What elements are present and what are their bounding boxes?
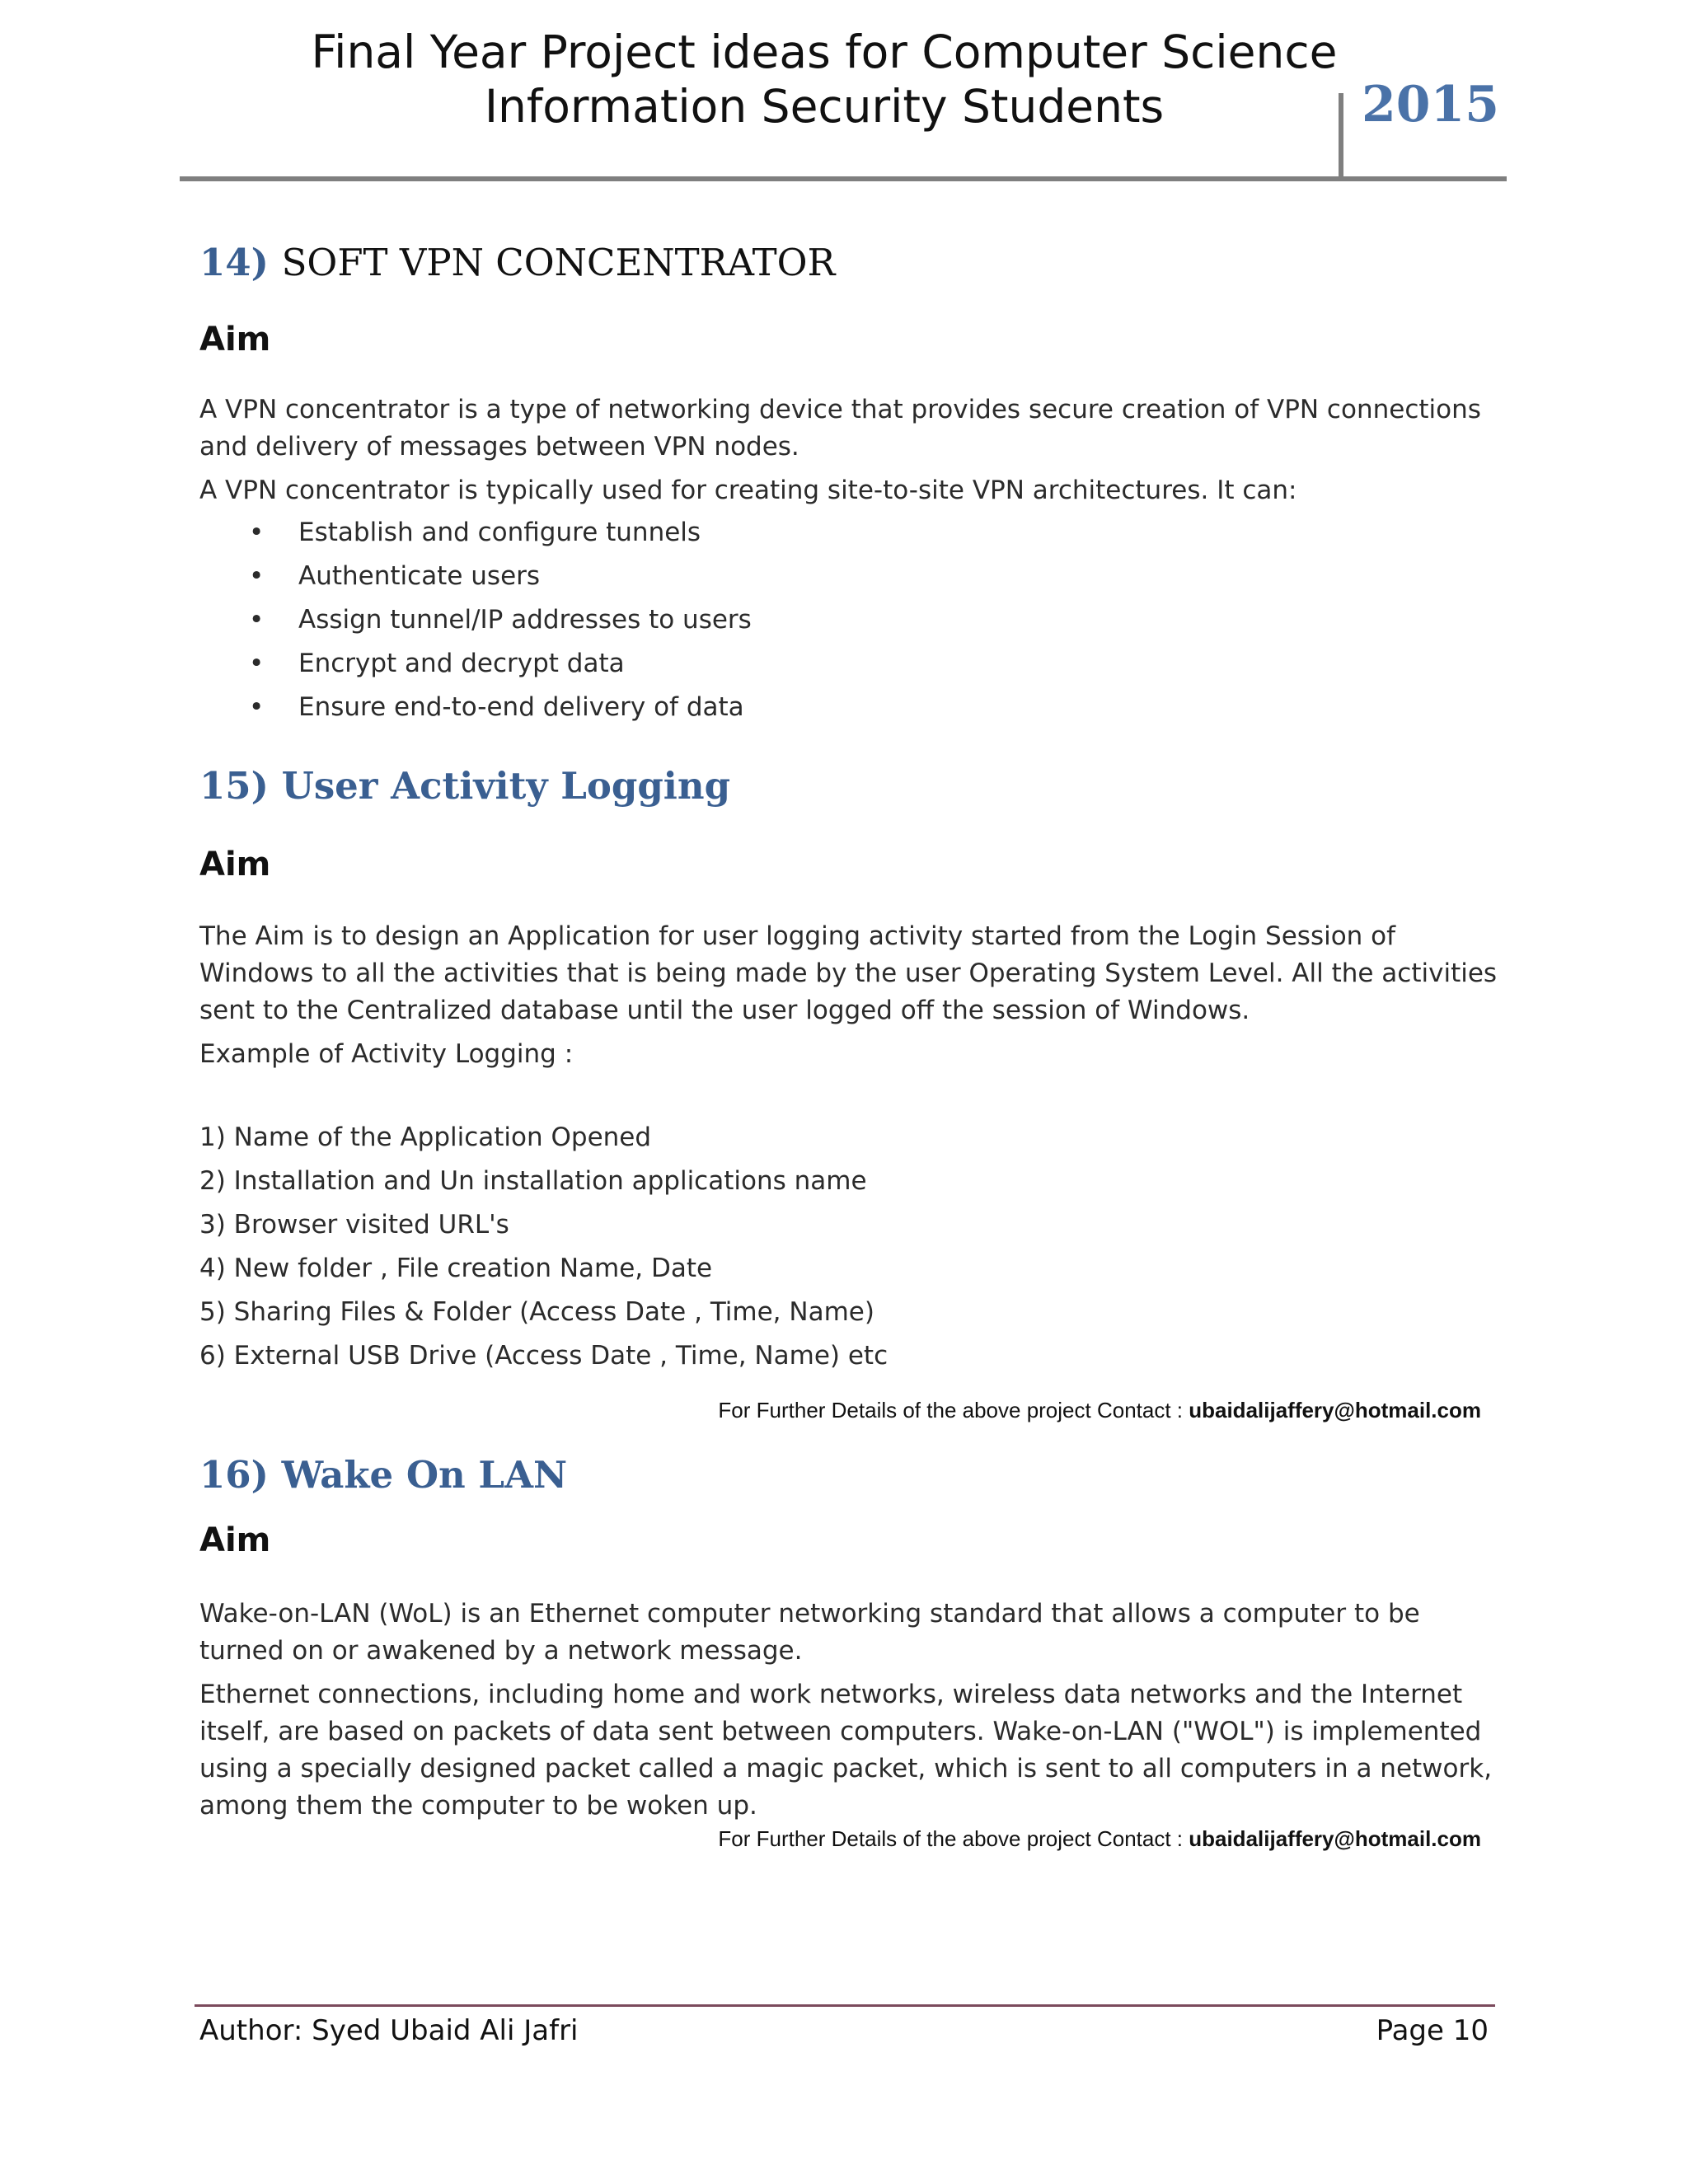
paragraph: A VPN concentrator is a type of networking device that provides secure creation of VPN connections and delivery of messages between VPN nodes. bbox=[199, 395, 1481, 462]
bullet-icon: • bbox=[249, 692, 265, 722]
section-heading-14 bbox=[199, 241, 1502, 284]
list-item bbox=[199, 511, 1502, 555]
bullet-icon: • bbox=[249, 518, 265, 547]
header-divider-vertical bbox=[1339, 93, 1343, 179]
contact-prefix: For Further Details of the above project Contact : bbox=[718, 1826, 1189, 1851]
list-item-text: Ensure end-to-end delivery of data bbox=[298, 692, 744, 722]
contact-email-link[interactable]: ubaidalijaffery@hotmail.com bbox=[1189, 1398, 1481, 1422]
list-item bbox=[199, 555, 1502, 598]
list-item: 1) Name of the Application Opened bbox=[199, 1122, 652, 1152]
header-title-line2: Information Security Students bbox=[484, 80, 1165, 133]
list-item bbox=[199, 686, 1502, 729]
bullet-icon: • bbox=[249, 649, 265, 678]
paragraph: A VPN concentrator is typically used for creating site-to-site VPN architectures. It can: bbox=[199, 476, 1297, 505]
aim-heading: Aim bbox=[199, 1521, 271, 1559]
paragraph: Wake-on-LAN (WoL) is an Ethernet computer networking standard that allows a computer to be turned on or awakened by a network message. bbox=[199, 1599, 1420, 1666]
list-item: 6) External USB Drive (Access Date , Time, Name) etc bbox=[199, 1341, 889, 1371]
aim-heading: Aim bbox=[199, 321, 271, 359]
paragraph: Example of Activity Logging : bbox=[199, 1039, 574, 1069]
section-heading-16 bbox=[199, 1453, 1502, 1497]
contact-email-link[interactable]: ubaidalijaffery@hotmail.com bbox=[1189, 1826, 1481, 1851]
header-year: 2015 bbox=[1362, 76, 1499, 134]
list-item: 2) Installation and Un installation applications name bbox=[199, 1166, 867, 1196]
list-item-text: Assign tunnel/IP addresses to users bbox=[298, 605, 752, 635]
section-title: SOFT VPN CONCENTRATOR bbox=[281, 241, 836, 284]
header-divider bbox=[180, 176, 1507, 181]
paragraph: Ethernet connections, including home and work networks, wireless data networks and the Internet itself, are based on packets of data sent between computers. Wake-on-LAN ("WOL") is implemented using a specially designed packet called a magic packet, which is sent to all computers in a network, among them the computer to be woken up. bbox=[199, 1680, 1493, 1821]
contact-line bbox=[199, 1826, 1502, 1852]
footer-divider bbox=[195, 2004, 1495, 2007]
main-content bbox=[199, 241, 1502, 1852]
contact-line bbox=[199, 1398, 1502, 1423]
section-title: User Activity Logging bbox=[281, 764, 731, 808]
list-item: 3) Browser visited URL's bbox=[199, 1210, 509, 1240]
paragraph: The Aim is to design an Application for user logging activity started from the Login Session of Windows to all the activities that is being made by the user Operating System Level. All the activities sent to the Centralized database until the user logged off the session of Windows. bbox=[199, 921, 1498, 1025]
section-number: 14) bbox=[199, 241, 269, 284]
activity-list bbox=[199, 1116, 1502, 1378]
contact-prefix: For Further Details of the above project Contact : bbox=[718, 1398, 1189, 1422]
aim-heading: Aim bbox=[199, 846, 271, 883]
list-item-text: Establish and configure tunnels bbox=[298, 518, 701, 547]
section-number: 16) bbox=[199, 1453, 269, 1497]
section-heading-15 bbox=[199, 764, 1502, 808]
list-item bbox=[199, 642, 1502, 686]
list-item bbox=[199, 598, 1502, 642]
section-number: 15) bbox=[199, 764, 269, 808]
header-title-line1: Final Year Project ideas for Computer Science bbox=[311, 26, 1338, 78]
header-title bbox=[181, 25, 1467, 134]
bullet-icon: • bbox=[249, 561, 265, 591]
list-item-text: Authenticate users bbox=[298, 561, 541, 591]
list-item: 5) Sharing Files & Folder (Access Date , Time, Name) bbox=[199, 1297, 874, 1327]
section-title: Wake On LAN bbox=[281, 1453, 568, 1497]
footer-page-number: Page 10 bbox=[1376, 2014, 1489, 2047]
list-item-text: Encrypt and decrypt data bbox=[298, 649, 625, 678]
bullet-icon: • bbox=[249, 605, 265, 635]
footer-author: Author: Syed Ubaid Ali Jafri bbox=[199, 2014, 579, 2047]
list-item: 4) New folder , File creation Name, Date bbox=[199, 1254, 713, 1283]
bullet-list bbox=[199, 511, 1502, 729]
